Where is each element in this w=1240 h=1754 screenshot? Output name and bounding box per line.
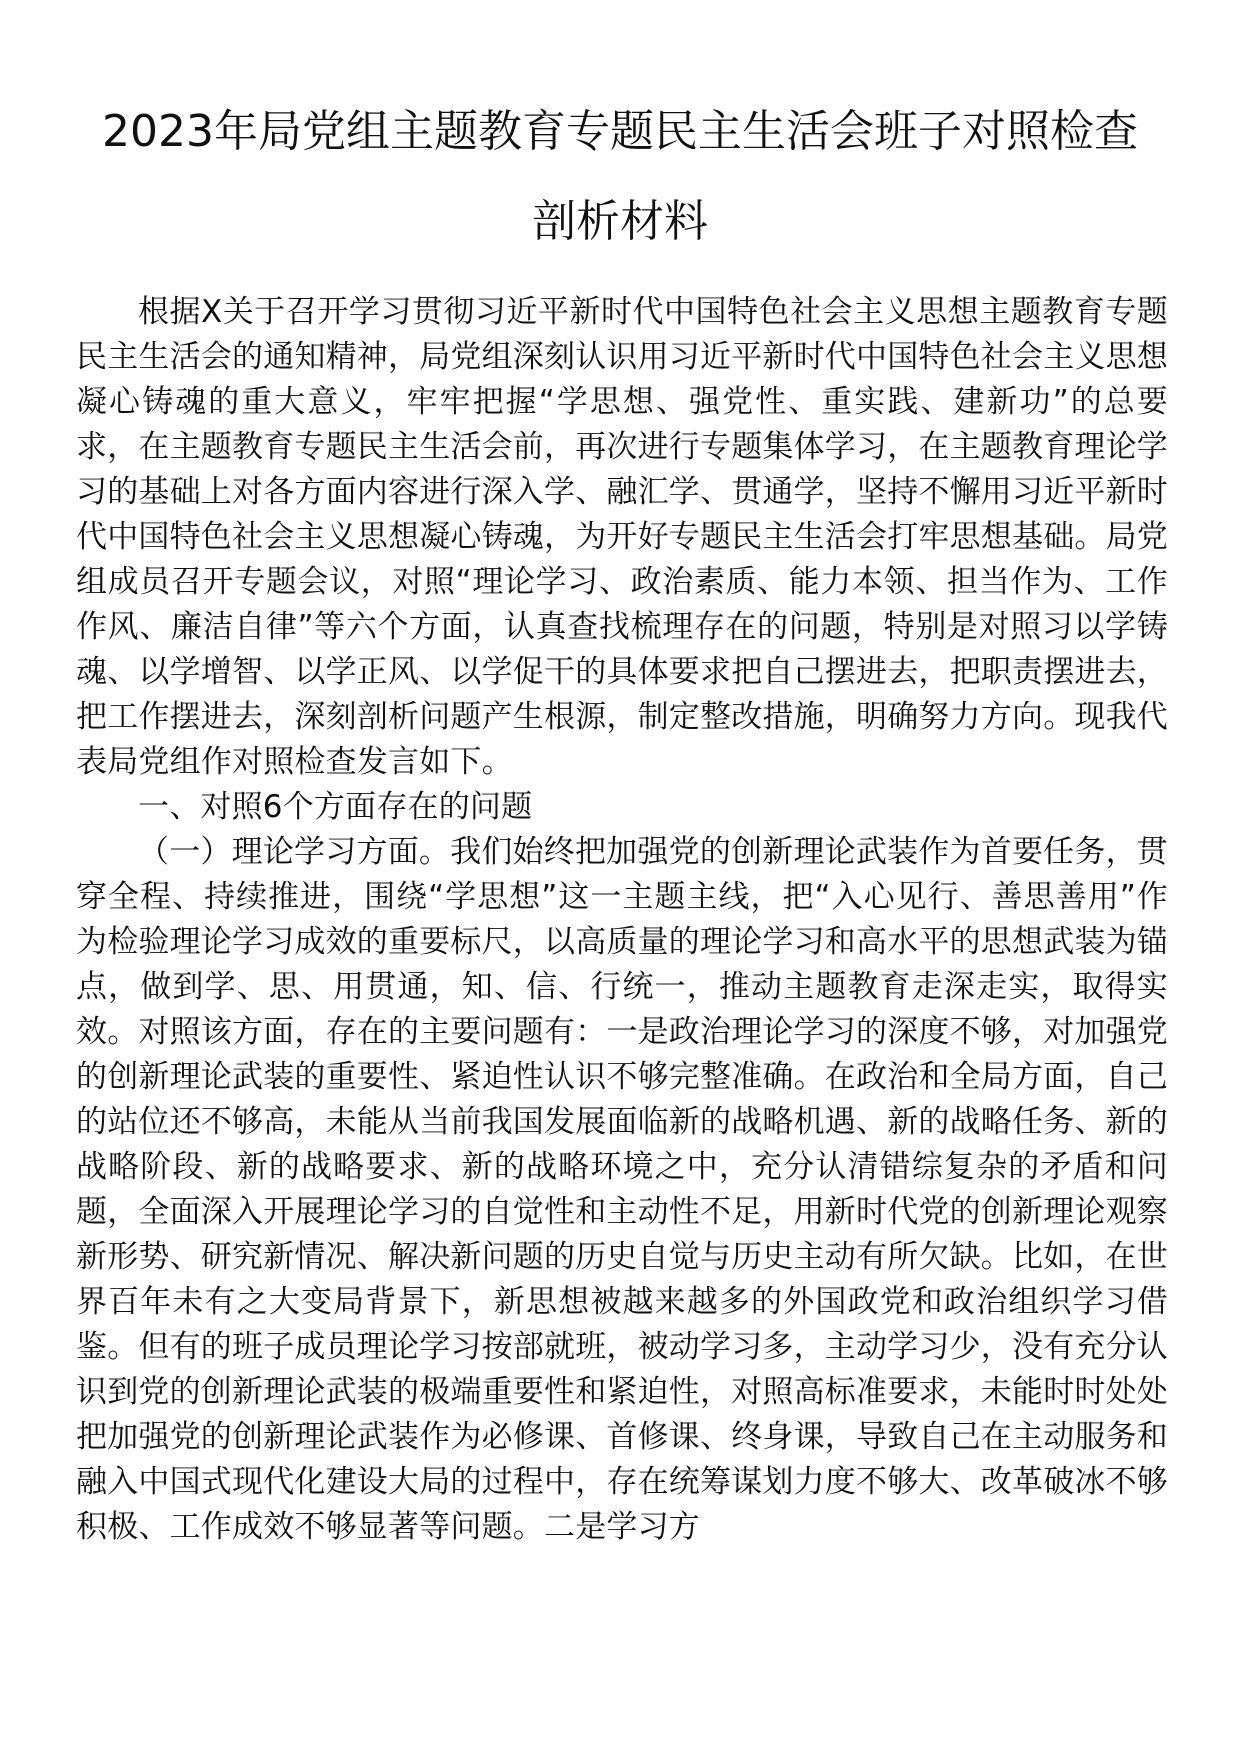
document-body [76, 290, 1168, 1550]
theory-study-paragraph: （一）理论学习方面。我们始终把加强党的创新理论武装作为首要任务，贯穿全程、持续推进，围绕“学思想”这一主题主线，把“入心见行、善思善用”作为检验理论学习成效的重要标尺，以高质量的理论学习和高水平的思想武装为锚点，做到学、思、用贯通，知、信、行统一，推动主题教育走深走实，取得实效。对照该方面，存在的主要问题有：一是政治理论学习的深度不够，对加强党的创新理论武装的重要性、紧迫性认识不够完整准确。在政治和全局方面，自己的站位还不够高，未能从当前我国发展面临新的战略机遇、新的战略任务、新的战略阶段、新的战略要求、新的战略环境之中，充分认清错综复杂的矛盾和问题，全面深入开展理论学习的自觉性和主动性不足，用新时代党的创新理论观察新形势、研究新情况、解决新问题的历史自觉与历史主动有所欠缺。比如，在世界百年未有之大变局背景下，新思想被越来越多的外国政党和政治组织学习借鉴。但有的班子成员理论学习按部就班，被动学习多，主动学习少，没有充分认识到党的创新理论武装的极端重要性和紧迫性，对照高标准要求，未能时时处处把加强党的创新理论武装作为必修课、首修课、终身课，导致自己在主动服务和融入中国式现代化建设大局的过程中，存在统筹谋划力度不够大、改革破冰不够积极、工作成效不够显著等问题。二是学习方 [76, 834, 1168, 1545]
document-title-line-2: 剖析材料 [532, 196, 708, 247]
intro-paragraph: 根据X关于召开学习贯彻习近平新时代中国特色社会主义思想主题教育专题民主生活会的通知精神，局党组深刻认识用习近平新时代中国特色社会主义思想凝心铸魂的重大意义，牢牢把握“学思想、强党性、重实践、建新功”的总要求，在主题教育专题民主生活会前，再次进行专题集体学习，在主题教育理论学习的基础上对各方面内容进行深入学、融汇学、贯通学，坚持不懈用习近平新时代中国特色社会主义思想凝心铸魂，为开好专题民主生活会打牢思想基础。局党组成员召开专题会议，对照“理论学习、政治素质、能力本领、担当作为、工作作风、廉洁自律”等六个方面，认真查找梳理存在的问题，特别是对照习以学铸魂、以学增智、以学正风、以学促干的具体要求把自己摆进去，把职责摆进去，把工作摆进去，深刻剖析问题产生根源，制定整改措施，明确努力方向。现我代表局党组作对照检查发言如下。 [76, 294, 1168, 780]
section-heading-1: 一、对照6个方面存在的问题 [138, 789, 533, 825]
document-title-line-1: 2023年局党组主题教育专题民主生活会班子对照检查 [102, 106, 1138, 157]
